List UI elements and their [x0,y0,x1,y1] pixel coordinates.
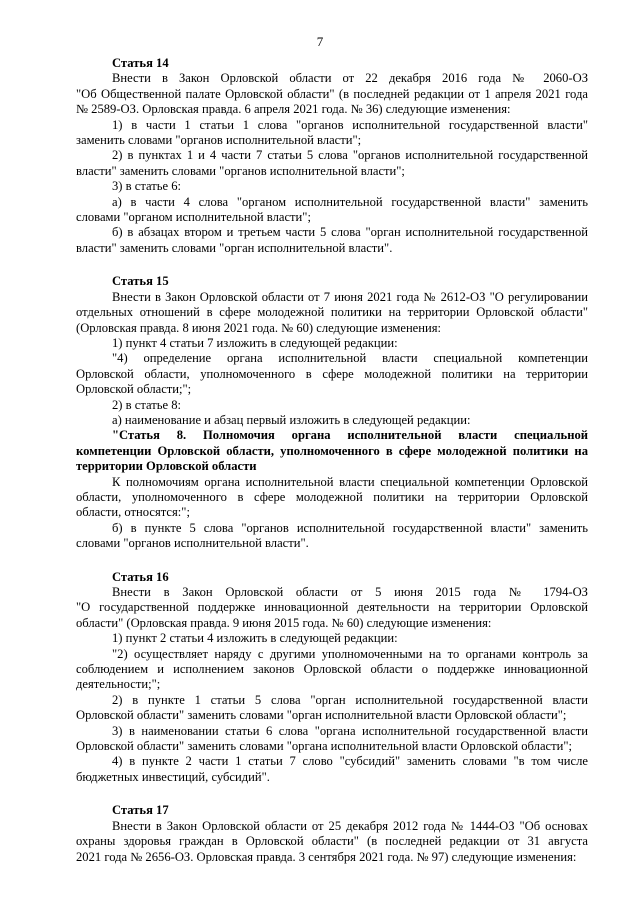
text-line: компетенции Орловской области, уполномоченного в сфере молодежной политики на [76,443,588,458]
text-line: б) в абзацах втором и третьем части 5 слова "орган исполнительной государственной [112,225,588,240]
article-spacer [76,256,588,274]
text-line: бюджетных инвестиций, субсидий". [76,769,270,784]
text-line: К полномочиям органа исполнительной власти специальной компетенции Орловской [112,474,588,489]
text-line: Орловской области" заменить словами "органа исполнительной власти Орловской области"; [76,739,573,754]
text-line: 1) пункт 4 статьи 7 изложить в следующей редакции: [112,335,398,350]
text-line: области" (Орловская правда. 9 июня 2015 года. № 60) следующие изменения: [76,615,492,630]
text-line: № 2589-ОЗ. Орловская правда. 6 апреля 2021 года. № 36) следующие изменения: [76,102,511,117]
text-line: власти" заменить словами "орган исполнительной власти". [76,240,393,255]
text-line: словами "органом исполнительной власти"; [76,210,311,225]
text-line: "Об Общественной палате Орловской области" (в последней редакции от 1 апреля 2021 года [76,86,588,101]
text-line: 2021 года № 2656-ОЗ. Орловская правда. 3 сентября 2021 года. № 97) следующие изменения: [76,849,577,864]
text-line: заменить словами "органов исполнительной власти"; [76,133,362,148]
article-section [76,803,588,865]
article-section [76,570,588,786]
text-line: Орловской области, уполномоченного в сфере молодежной политики на территории [76,366,588,381]
article-spacer [76,785,588,803]
article-heading: Статья 17 [112,803,169,818]
text-line: 2) в статье 8: [112,397,182,412]
document-body [76,56,588,865]
text-line: охраны здоровья граждан в Орловской области" (в последней редакции от 31 августа [76,834,588,849]
text-line: Внести в Закон Орловской области от 5 июня 2015 года № 1794-ОЗ [112,585,588,599]
text-line: "4) определение органа исполнительной власти специальной компетенции [112,351,588,366]
article-heading: Статья 16 [112,569,169,584]
text-line: 4) в пункте 2 части 1 статьи 7 слово "субсидий" заменить словами "в том числе [112,754,588,769]
text-line: соблюдением и исполнением законов Орловской области о поддержке инновационной [76,662,588,677]
text-line: б) в пункте 5 слова "органов исполнительной государственной власти" заменить [112,520,588,535]
text-line: 2) в пункте 1 статьи 5 слова "орган исполнительной государственной власти [112,692,588,707]
text-line: 3) в статье 6: [112,179,182,194]
text-line: Орловской области;"; [76,382,192,397]
text-line: Орловской области" заменить словами "орган исполнительной власти Орловской области"; [76,708,567,723]
article-heading: Статья 15 [112,274,169,289]
page-number: 7 [316,34,324,49]
text-line: "2) осуществляет наряду с другими уполномоченными на то органами контроль за [112,646,588,661]
article-heading: Статья 14 [112,56,169,70]
text-line: словами "органов исполнительной власти". [76,536,309,551]
text-line: 3) в наименовании статьи 6 слова "органа исполнительной государственной власти [112,723,588,738]
text-line: Внести в Закон Орловской области от 7 июня 2021 года № 2612-ОЗ "О регулировании [112,289,588,304]
text-line: территории Орловской области [76,459,257,474]
text-line: (Орловская правда. 8 июня 2021 года. № 60) следующие изменения: [76,320,442,335]
text-line: области, относятся:"; [76,505,190,520]
text-line: власти" заменить словами "органов исполнительной власти"; [76,163,405,178]
text-line: отдельных отношений в сфере молодежной политики на территории Орловской области" [76,305,588,320]
text-line: Внести в Закон Орловской области от 22 декабря 2016 года № 2060-ОЗ [112,71,588,86]
text-line: 1) в части 1 статьи 1 слова "органов исполнительной государственной власти" [112,117,588,132]
article-section [76,274,588,551]
text-line: "Статья 8. Полномочия органа исполнительной власти специальной [112,428,588,443]
text-line: Внести в Закон Орловской области от 25 декабря 2012 года № 1444-ОЗ "Об основах [112,818,588,833]
text-line: а) в части 4 слова "органом исполнительной государственной власти" заменить [112,194,588,209]
text-line: а) наименование и абзац первый изложить в следующей редакции: [112,412,471,427]
text-line: 2) в пунктах 1 и 4 части 7 статьи 5 слова "органов исполнительной государственной [112,148,588,163]
text-line: 1) пункт 2 статьи 4 изложить в следующей редакции: [112,631,398,646]
text-line: области, уполномоченного в сфере молодежной политики на территории Орловской [76,489,588,504]
article-section [76,56,588,256]
text-line: "О государственной поддержке инновационной деятельности на территории Орловской [76,600,588,615]
text-line: деятельности;"; [76,677,161,692]
article-spacer [76,552,588,570]
